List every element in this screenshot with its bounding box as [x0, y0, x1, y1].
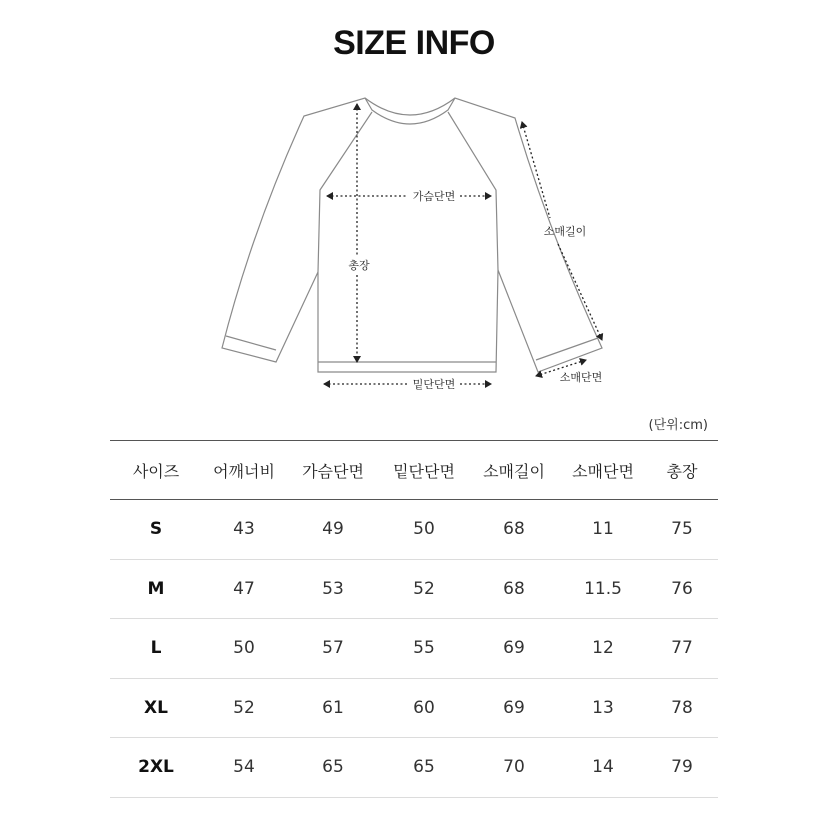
sleeve-length-line-top — [522, 122, 550, 218]
sleeve-opening-cell: 11 — [560, 500, 646, 560]
shoulder-cell: 50 — [202, 619, 286, 679]
table-row — [110, 500, 718, 560]
hem-cell: 55 — [380, 619, 468, 679]
sleeve-opening-cell: 11.5 — [560, 559, 646, 619]
sleeve-length-label: 소매길이 — [543, 225, 587, 238]
chest-cell: 65 — [286, 738, 380, 798]
total-length-label: 총장 — [348, 259, 370, 272]
chest-label: 가슴단면 — [412, 190, 456, 203]
header-hem: 밑단단면 — [380, 441, 468, 500]
hem-label: 밑단단면 — [412, 378, 456, 391]
sleeve-length-line-bottom — [558, 244, 602, 340]
table-header-row — [110, 441, 718, 500]
header-size: 사이즈 — [110, 441, 202, 500]
header-sleeve-length: 소매길이 — [468, 441, 560, 500]
header-shoulder-width: 어깨너비 — [202, 441, 286, 500]
total-length-cell: 76 — [646, 559, 718, 619]
size-cell: L — [110, 619, 202, 679]
shoulder-cell: 52 — [202, 678, 286, 738]
sleeve-opening-label: 소매단면 — [559, 371, 603, 384]
sleeve-opening-cell: 13 — [560, 678, 646, 738]
chest-cell: 57 — [286, 619, 380, 679]
chest-cell: 53 — [286, 559, 380, 619]
size-cell: XL — [110, 678, 202, 738]
hem-cell: 60 — [380, 678, 468, 738]
shoulder-cell: 43 — [202, 500, 286, 560]
measurement-lines — [324, 104, 602, 384]
table-row — [110, 559, 718, 619]
shoulder-cell: 47 — [202, 559, 286, 619]
total-length-cell: 78 — [646, 678, 718, 738]
hem-cell: 50 — [380, 500, 468, 560]
table-row — [110, 619, 718, 679]
sleeve-length-cell: 70 — [468, 738, 560, 798]
size-cell: 2XL — [110, 738, 202, 798]
table-row — [110, 678, 718, 738]
chest-cell: 49 — [286, 500, 380, 560]
sleeve-opening-cell: 12 — [560, 619, 646, 679]
hem-cell: 52 — [380, 559, 468, 619]
sleeve-length-cell: 68 — [468, 500, 560, 560]
header-total-length: 총장 — [646, 441, 718, 500]
total-length-cell: 75 — [646, 500, 718, 560]
header-sleeve-opening: 소매단면 — [560, 441, 646, 500]
size-cell: S — [110, 500, 202, 560]
size-table — [110, 440, 718, 798]
chest-cell: 61 — [286, 678, 380, 738]
size-cell: M — [110, 559, 202, 619]
total-length-cell: 79 — [646, 738, 718, 798]
table-row — [110, 738, 718, 798]
sleeve-opening-cell: 14 — [560, 738, 646, 798]
sleeve-length-cell: 68 — [468, 559, 560, 619]
page-title: SIZE INFO — [333, 24, 495, 62]
sleeve-length-cell: 69 — [468, 678, 560, 738]
header-chest: 가슴단면 — [286, 441, 380, 500]
hem-cell: 65 — [380, 738, 468, 798]
unit-note: (단위:cm) — [648, 418, 708, 433]
total-length-cell: 77 — [646, 619, 718, 679]
sleeve-length-cell: 69 — [468, 619, 560, 679]
shoulder-cell: 54 — [202, 738, 286, 798]
